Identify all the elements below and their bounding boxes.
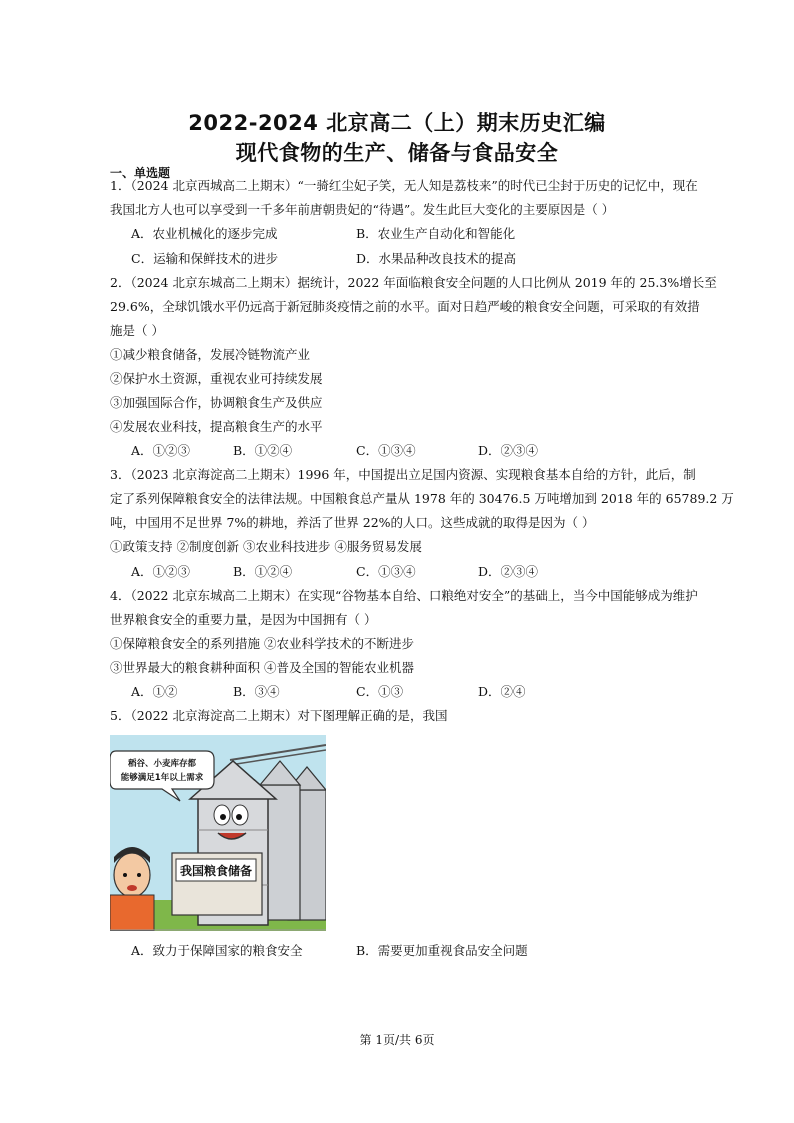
q3-option-a: A．①②③ [131, 564, 191, 579]
document-subtitle: 现代食物的生产、储备与食品安全 [235, 141, 559, 165]
question-2-line: 施是（ ） [110, 323, 164, 338]
question-2-item: ①减少粮食储备，发展冷链物流产业 [110, 347, 311, 362]
q3-option-d: D．②③④ [478, 564, 539, 579]
page-footer: 第 1页/共 6页 [359, 1033, 435, 1047]
comic-speech-line-1: 稻谷、小麦库存都 [127, 759, 197, 769]
q2-option-d: D．②③④ [478, 443, 539, 458]
question-4-item: ③世界最大的粮食耕种面积 ④普及全国的智能农业机器 [110, 660, 414, 675]
question-2-line: 2．（2024 北京东城高二上期末）据统计，2022 年面临粮食安全问题的人口比例从 2019 年的 25.3%增长至 [110, 275, 717, 290]
question-1-line: 我国北方人也可以享受到一千多年前唐朝贵妃的“待遇”。发生此巨大变化的主要原因是（ ） [110, 202, 615, 217]
question-2-item: ③加强国际合作，协调粮食生产及供应 [110, 395, 323, 410]
comic-sign-text: 我国粮食储备 [179, 864, 253, 878]
question-5-line: 5．（2022 北京海淀高二上期末）对下图理解正确的是，我国 [110, 708, 448, 723]
question-2-item: ④发展农业科技，提高粮食生产的水平 [110, 419, 323, 434]
q2-option-a: A．①②③ [131, 443, 191, 458]
question-4-item: ①保障粮食安全的系列措施 ②农业科学技术的不断进步 [110, 636, 414, 651]
document-title: 2022-2024 北京高二（上）期末历史汇编 [188, 111, 606, 135]
question-3-line: 3．（2023 北京海淀高二上期末）1996 年，中国提出立足国内资源、实现粮食基本自给的方针，此后，制 [110, 467, 696, 482]
q4-option-c: C．①③ [356, 684, 404, 699]
q5-option-b: B．需要更加重视食品安全问题 [356, 943, 528, 958]
q1-option-d: D．水果品种改良技术的提高 [356, 251, 517, 266]
q2-option-c: C．①③④ [356, 443, 416, 458]
q4-option-d: D．②④ [478, 684, 526, 699]
question-4-line: 4．（2022 北京东城高二上期末）在实现“谷物基本自给、口粮绝对安全”的基础上，当今中国能够成为维护 [110, 588, 698, 603]
q1-option-a: A．农业机械化的逐步完成 [131, 226, 278, 241]
q1-option-b: B．农业生产自动化和智能化 [356, 226, 516, 241]
q4-option-b: B．③④ [233, 684, 280, 699]
q5-option-a: A．致力于保障国家的粮食安全 [131, 943, 303, 958]
q2-option-b: B．①②④ [233, 443, 293, 458]
question-1-line: 1．（2024 北京西城高二上期末）“一骑红尘妃子笑，无人知是荔枝来”的时代已尘封于历史的记忆中，现在 [110, 178, 698, 193]
q3-option-c: C．①③④ [356, 564, 416, 579]
question-2-item: ②保护水土资源，重视农业可持续发展 [110, 371, 323, 386]
grain-storage-comic [110, 735, 326, 931]
q4-option-a: A．①② [131, 684, 178, 699]
question-2-line: 29.6%，全球饥饿水平仍远高于新冠肺炎疫情之前的水平。面对日趋严峻的粮食安全问题，可采取的有效措 [110, 299, 700, 314]
question-4-line: 世界粮食安全的重要力量，是因为中国拥有（ ） [110, 612, 377, 627]
question-3-line: 定了系列保障粮食安全的法律法规。中国粮食总产量从 1978 年的 30476.5 万吨增加到 2018 年的 65789.2 万 [110, 491, 734, 506]
q3-option-b: B．①②④ [233, 564, 293, 579]
q1-option-c: C．运输和保鲜技术的进步 [131, 251, 279, 266]
question-3-item: ①政策支持 ②制度创新 ③农业科技进步 ④服务贸易发展 [110, 539, 422, 554]
question-3-line: 吨，中国用不足世界 7%的耕地，养活了世界 22%的人口。这些成就的取得是因为（ ） [110, 515, 595, 530]
comic-speech-line-2: 能够满足1年以上需求 [120, 773, 204, 783]
section-heading: 一、单选题 [110, 166, 171, 180]
